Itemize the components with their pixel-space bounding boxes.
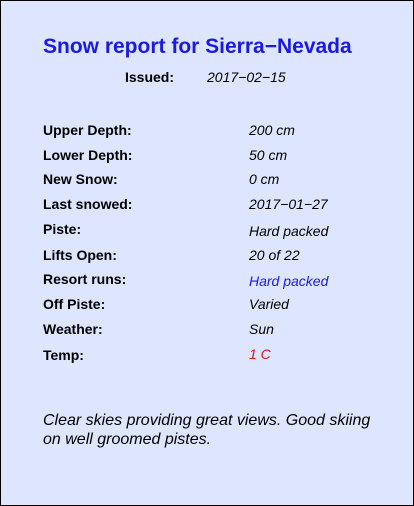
off-piste-label: Off Piste: xyxy=(43,296,106,312)
lower-depth-label: Lower Depth: xyxy=(43,147,133,163)
row-off-piste xyxy=(1,296,413,316)
resort-runs-value: Hard packed xyxy=(249,273,329,289)
row-lower-depth xyxy=(1,147,413,167)
temp-value: 1 C xyxy=(249,346,271,362)
new-snow-label: New Snow: xyxy=(43,171,118,187)
row-upper-depth xyxy=(1,122,413,142)
row-weather xyxy=(1,321,413,341)
row-piste xyxy=(1,221,413,241)
row-temp xyxy=(1,347,413,367)
upper-depth-label: Upper Depth: xyxy=(43,122,132,138)
last-snowed-value: 2017−01−27 xyxy=(249,196,328,212)
lifts-open-label: Lifts Open: xyxy=(43,247,117,263)
report-title: Snow report for Sierra−Nevada xyxy=(43,35,352,58)
upper-depth-value: 200 cm xyxy=(249,122,295,138)
piste-value: Hard packed xyxy=(249,223,329,239)
row-lifts-open xyxy=(1,247,413,267)
issued-label: Issued: xyxy=(125,69,175,85)
new-snow-value: 0 cm xyxy=(249,171,280,187)
weather-value: Sun xyxy=(249,321,274,337)
conditions-summary: Clear skies providing great views. Good skiing on well groomed pistes. xyxy=(43,412,371,448)
piste-label: Piste: xyxy=(43,221,82,237)
lifts-open-value: 20 of 22 xyxy=(249,247,300,263)
row-resort-runs xyxy=(1,271,413,291)
row-new-snow xyxy=(1,171,413,191)
off-piste-value: Varied xyxy=(249,296,289,312)
weather-label: Weather: xyxy=(43,321,103,337)
row-last-snowed xyxy=(1,196,413,216)
lower-depth-value: 50 cm xyxy=(249,147,288,163)
last-snowed-label: Last snowed: xyxy=(43,196,133,212)
issued-date: 2017−02−15 xyxy=(207,69,286,85)
temp-label: Temp: xyxy=(43,347,84,363)
resort-runs-label: Resort runs: xyxy=(43,271,127,287)
